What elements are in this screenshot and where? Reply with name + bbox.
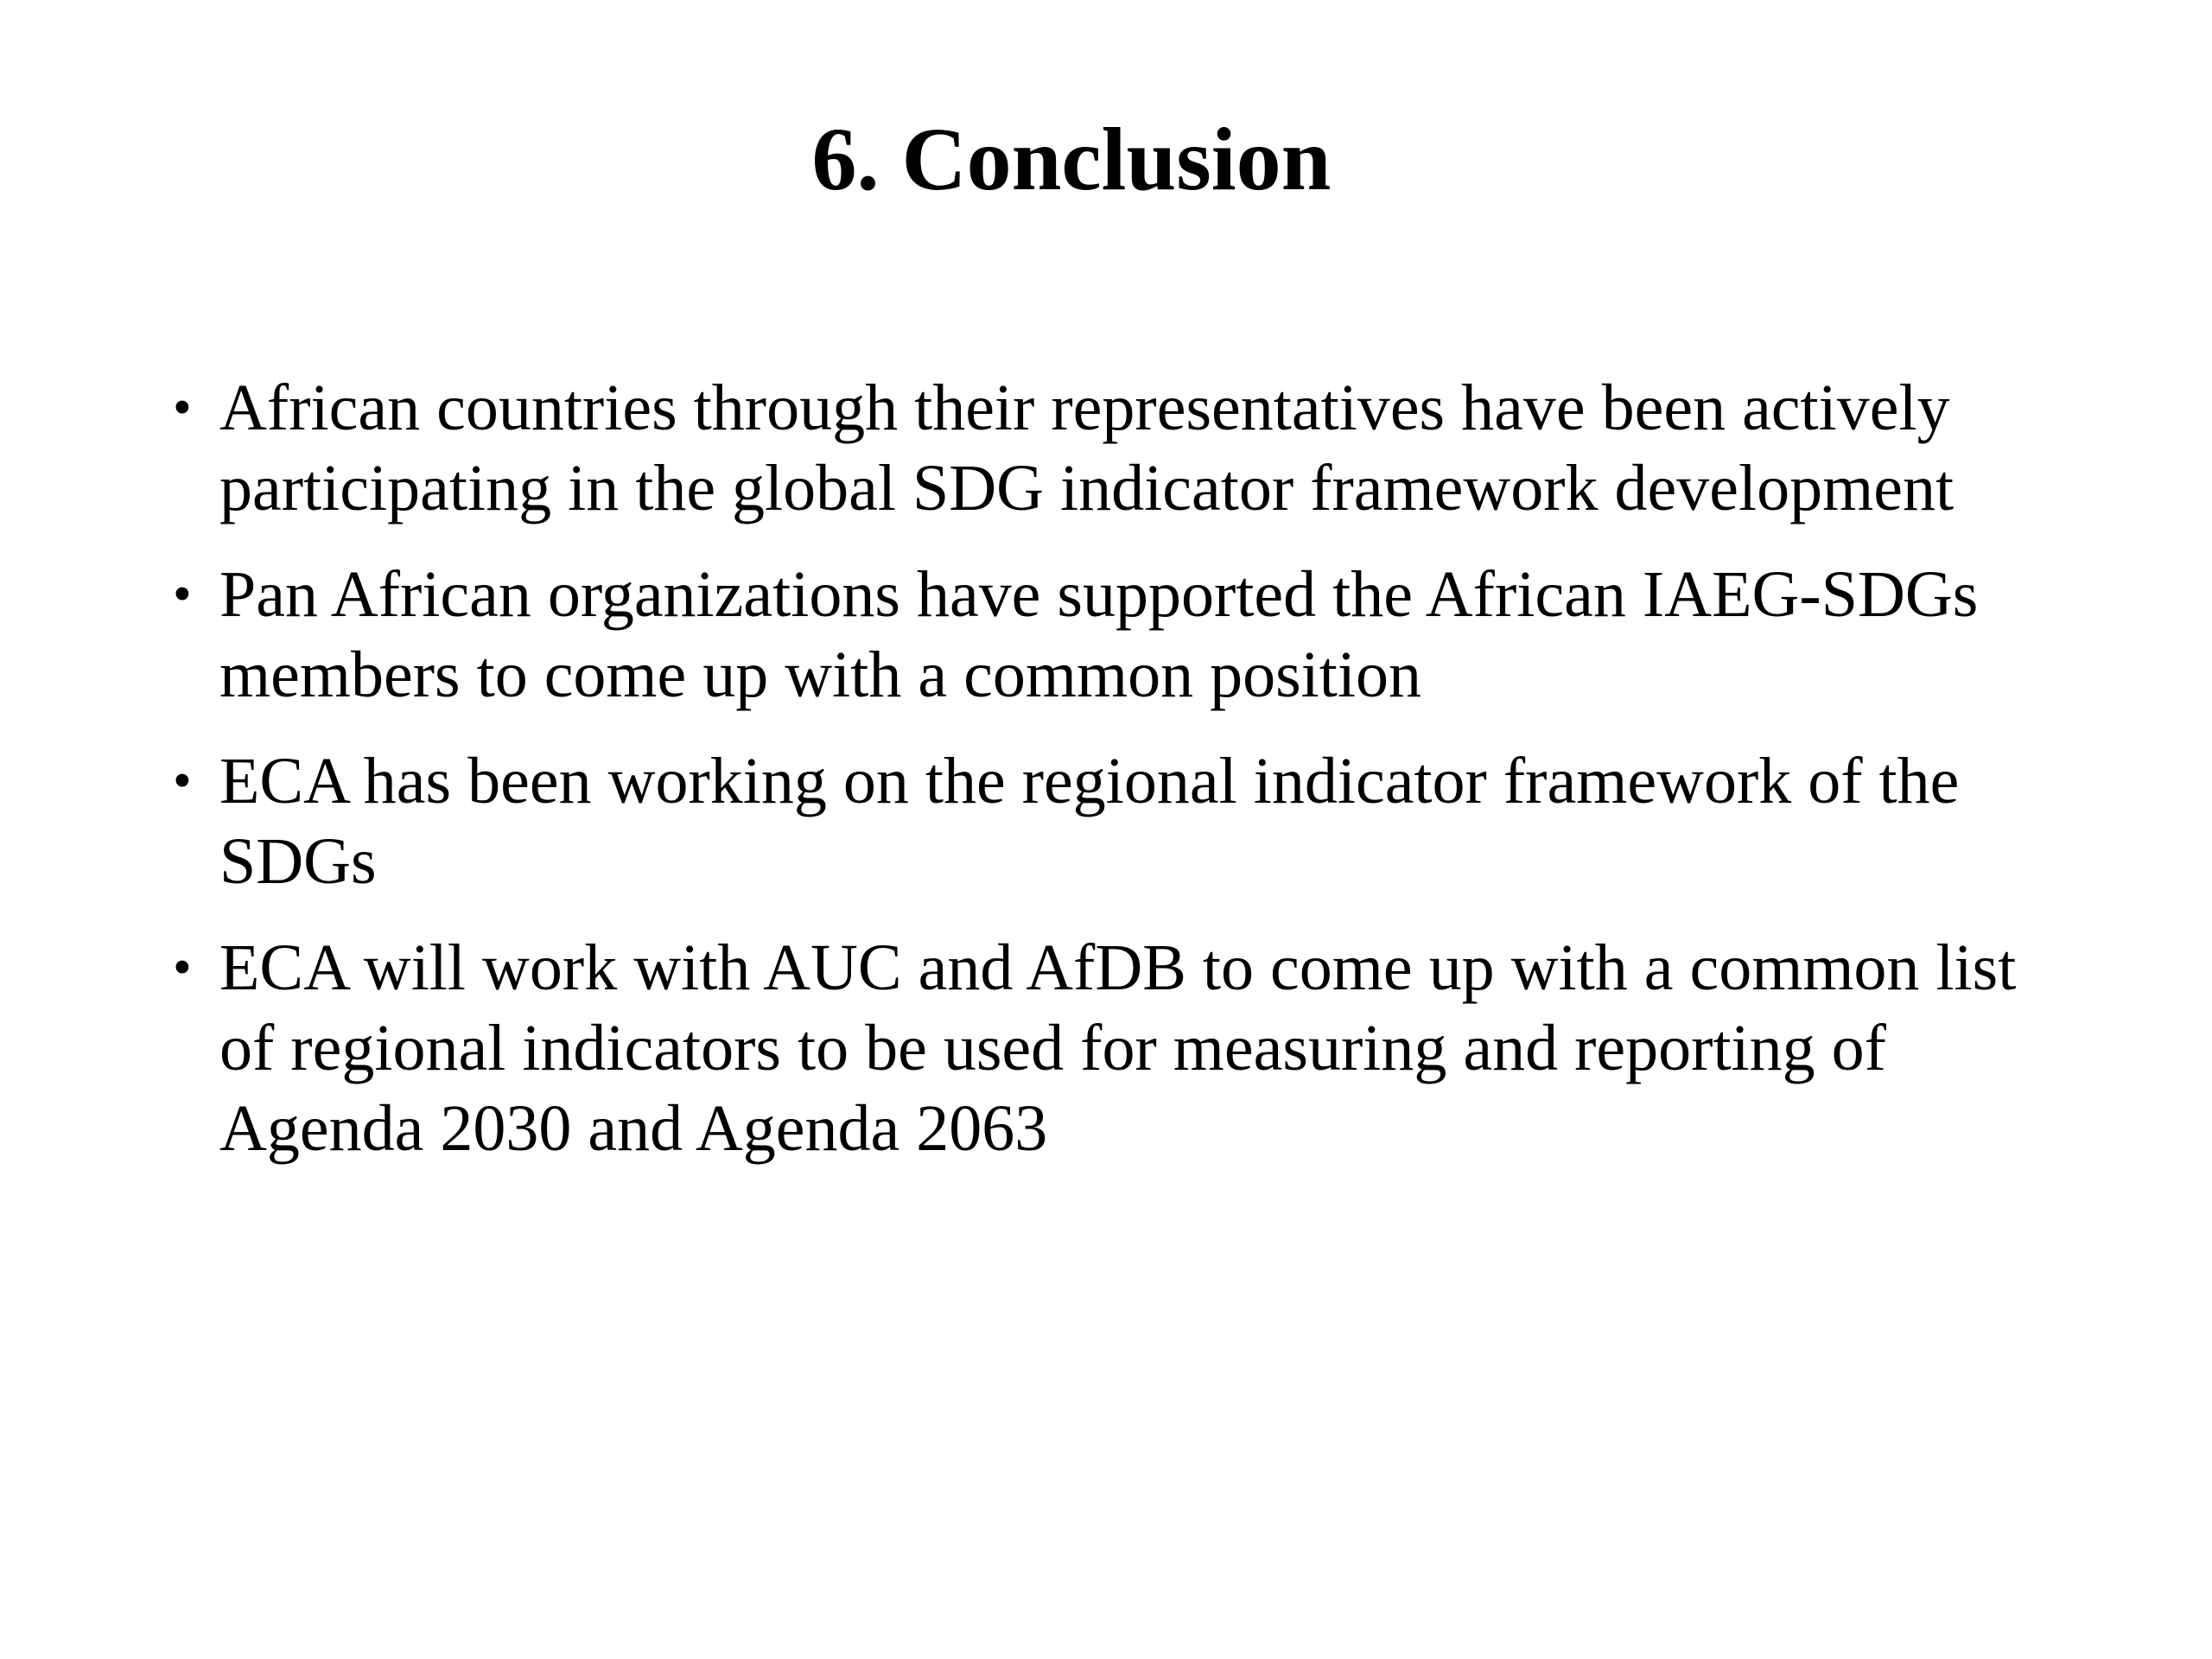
list-item	[173, 555, 2065, 715]
bullet-icon: •	[173, 938, 192, 997]
bullet-icon: •	[173, 752, 192, 810]
bullet-text: ECA has been working on the regional indicator framework of the SDGs	[219, 745, 1960, 898]
bullet-text: ECA will work with AUC and AfDB to come up with a common list of regional indicators to be used for measuring and reporting of Agenda 2030 and Agenda 2063	[219, 931, 2017, 1165]
bullet-icon: •	[173, 565, 192, 624]
slide-title: 6. Conclusion	[811, 110, 1332, 209]
list-item	[173, 928, 2065, 1169]
list-item	[173, 368, 2065, 529]
bullet-icon: •	[173, 378, 192, 437]
bullet-text: African countries through their representatives have been actively participating in the global SDG indicator framework development	[219, 372, 1955, 524]
list-item	[173, 741, 2065, 902]
bullet-list	[173, 368, 2065, 1195]
bullet-text: Pan African organizations have supported the African IAEG-SDGs members to come up with a common position	[219, 558, 1979, 711]
